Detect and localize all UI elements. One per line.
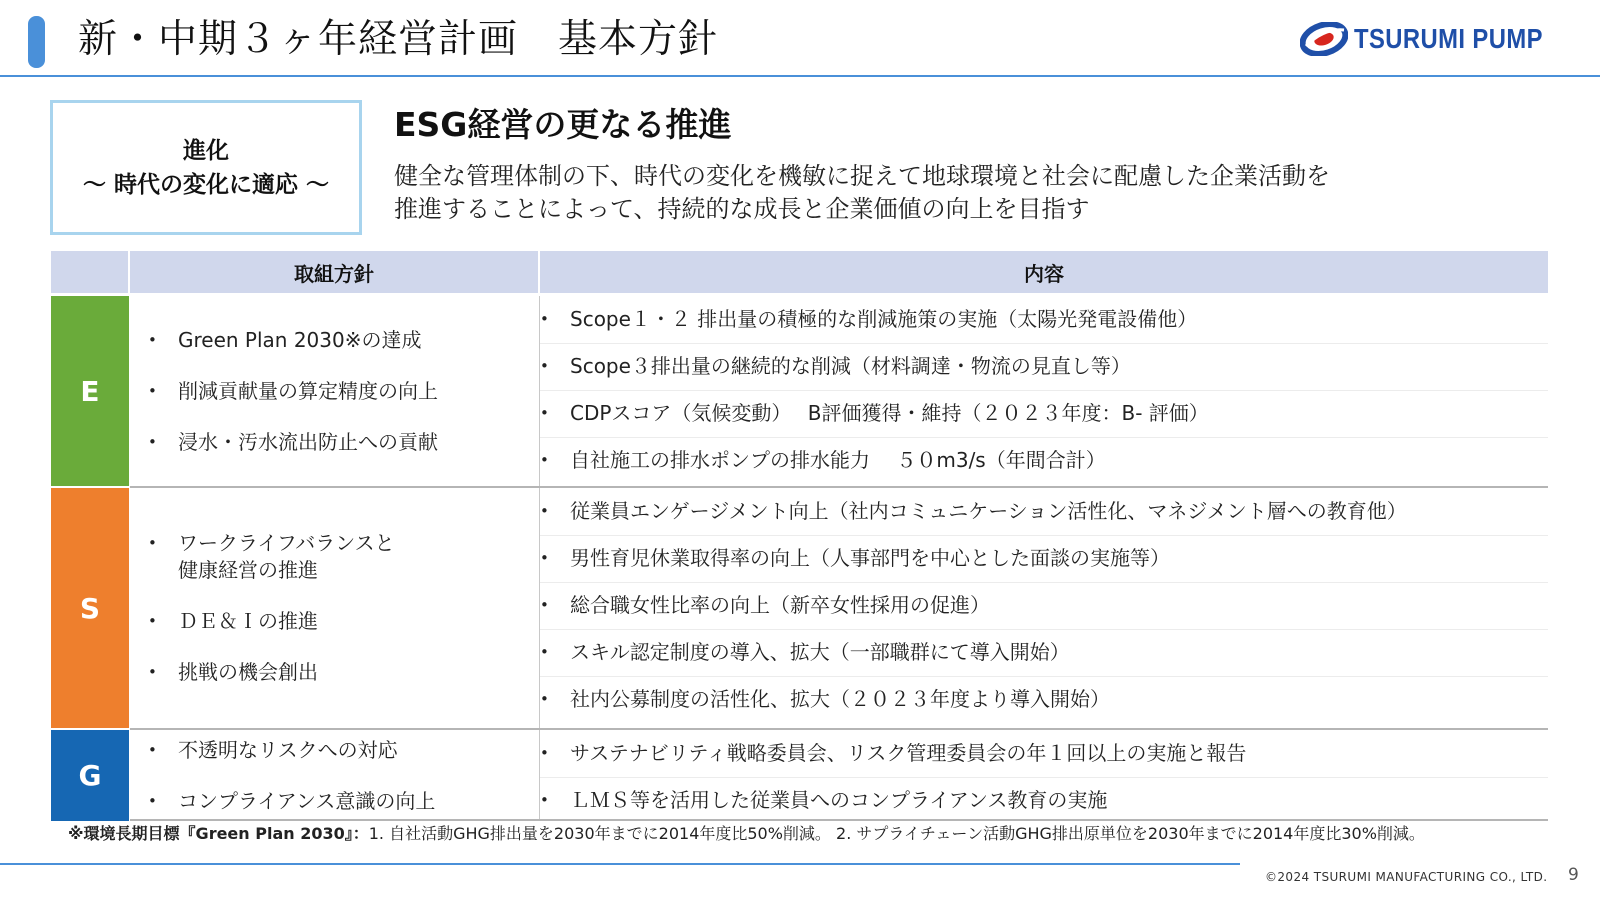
row-divider: [130, 728, 1548, 730]
footnote: [68, 822, 1425, 846]
header-divider: [0, 75, 1600, 77]
policy-text: 挑戦の機会創出: [178, 660, 318, 684]
list-item: • 削減貢献量の算定精度の向上: [148, 378, 438, 403]
policy-text: ＤＥ＆Ｉの推進: [178, 609, 318, 633]
esg-description-line: 推進することによって、持続的な成長と企業価値の向上を目指す: [394, 195, 1090, 223]
policy-text: コンプライアンス意識の向上: [178, 788, 436, 813]
esg-description: [394, 160, 1330, 226]
content-text: 自社施工の排水ポンプの排水能力 ５０m3/s（年間合計）: [570, 448, 1106, 472]
list-item: • 社内公募制度の活性化、拡大（２０２３年度より導入開始）: [540, 687, 1110, 711]
list-item: • Green Plan 2030※の達成: [148, 327, 422, 352]
row-divider: [130, 486, 1548, 488]
list-item: • スキル認定制度の導入、拡大（一部職群にて導入開始）: [540, 640, 1070, 664]
page-title: 新・中期３ヶ年経営計画 基本方針: [78, 17, 719, 62]
esg-description-line: 健全な管理体制の下、時代の変化を機敏に捉えて地球環境と社会に配慮した企業活動を: [394, 162, 1330, 190]
content-separator: [540, 437, 1548, 438]
list-item: • ＤＥ＆Ｉの推進: [148, 609, 318, 633]
content-separator: [540, 390, 1548, 391]
list-item: • コンプライアンス意識の向上: [148, 788, 436, 813]
policy-text: Green Plan 2030※の達成: [178, 327, 422, 352]
footnote-label: ※環境長期目標『Green Plan 2030』：: [68, 824, 369, 843]
content-separator: [540, 535, 1548, 536]
category-s: S: [51, 488, 129, 728]
category-e: E: [51, 296, 129, 486]
content-text: サステナビリティ戦略委員会、リスク管理委員会の年１回以上の実施と報告: [570, 741, 1247, 765]
content-text: ＬＭＳ等を活用した従業員へのコンプライアンス教育の実施: [570, 788, 1108, 812]
concept-subtitle: ～ 時代の変化に適応 ～: [82, 171, 329, 198]
list-item: • ＬＭＳ等を活用した従業員へのコンプライアンス教育の実施: [540, 788, 1108, 812]
list-item: • 浸水・汚水流出防止への貢献: [148, 429, 438, 454]
content-separator: [540, 343, 1548, 344]
list-item: • Scope３排出量の継続的な削減（材料調達・物流の見直し等）: [540, 354, 1131, 378]
content-text: CDPスコア（気候変動） B評価獲得・維持（２０２３年度：B- 評価）: [570, 401, 1209, 425]
content-text: 従業員エンゲージメント向上（社内コミュニケーション活性化、マネジメント層への教育他）: [570, 499, 1407, 523]
content-separator: [540, 777, 1548, 778]
content-separator: [540, 629, 1548, 630]
table-header-policy: 取組方針: [130, 251, 538, 293]
content-cell-e: [540, 296, 1548, 486]
esg-policy-table: [51, 251, 1548, 821]
policy-cell-s: [130, 488, 538, 728]
page-number: 9: [1568, 865, 1579, 885]
content-text: 社内公募制度の活性化、拡大（２０２３年度より導入開始）: [570, 687, 1110, 711]
footnote-text: 1. 自社活動GHG排出量を2030年までに2014年度比50%削減。 2. サプライチェーン活動GHG排出原単位を2030年までに2014年度比30%削減。: [368, 824, 1425, 843]
table-header-blank: [51, 251, 128, 293]
footer-divider: [0, 863, 1240, 865]
policy-text: ワークライフバランスと 健康経営の推進: [178, 531, 395, 582]
list-item: • Scope１・２ 排出量の積極的な削減施策の実施（太陽光発電設備他）: [540, 307, 1198, 331]
list-item: • CDPスコア（気候変動） B評価獲得・維持（２０２３年度：B- 評価）: [540, 401, 1209, 425]
content-text: スキル認定制度の導入、拡大（一部職群にて導入開始）: [570, 640, 1070, 664]
concept-box: [50, 100, 362, 235]
policy-cell-g: [130, 730, 538, 821]
list-item: • ワークライフバランスと 健康経営の推進: [148, 531, 395, 582]
content-cell-g: [540, 730, 1548, 821]
concept-title: 進化: [183, 137, 229, 164]
category-g: G: [51, 730, 129, 821]
table-bottom-border: [130, 819, 1548, 821]
policy-text: 削減貢献量の算定精度の向上: [178, 378, 438, 403]
list-item: • 自社施工の排水ポンプの排水能力 ５０m3/s（年間合計）: [540, 448, 1106, 472]
pump-logo-icon: [1300, 22, 1348, 56]
policy-text: 不透明なリスクへの対応: [178, 737, 398, 762]
content-text: Scope１・２ 排出量の積極的な削減施策の実施（太陽光発電設備他）: [570, 307, 1198, 331]
copyright: ©2024 TSURUMI MANUFACTURING CO., LTD.: [1265, 870, 1548, 884]
content-cell-s: [540, 488, 1548, 728]
list-item: • 男性育児休業取得率の向上（人事部門を中心とした面談の実施等）: [540, 546, 1170, 570]
column-divider: [539, 296, 540, 821]
table-header-content: 内容: [540, 251, 1548, 293]
policy-text: 浸水・汚水流出防止への貢献: [178, 429, 438, 454]
content-separator: [540, 676, 1548, 677]
list-item: • 不透明なリスクへの対応: [148, 737, 398, 762]
title-accent-bar: [28, 16, 45, 68]
company-logo: [1300, 18, 1576, 60]
logo-wordmark: TSURUMI PUMP: [1354, 23, 1543, 54]
list-item: • 総合職女性比率の向上（新卒女性採用の促進）: [540, 593, 990, 617]
list-item: • 挑戦の機会創出: [148, 660, 318, 684]
content-text: 男性育児休業取得率の向上（人事部門を中心とした面談の実施等）: [570, 546, 1170, 570]
list-item: • 従業員エンゲージメント向上（社内コミュニケーション活性化、マネジメント層への教育他）: [540, 499, 1407, 523]
content-text: 総合職女性比率の向上（新卒女性採用の促進）: [570, 593, 990, 617]
content-text: Scope３排出量の継続的な削減（材料調達・物流の見直し等）: [570, 354, 1131, 378]
list-item: • サステナビリティ戦略委員会、リスク管理委員会の年１回以上の実施と報告: [540, 741, 1247, 765]
esg-heading: ESG経営の更なる推進: [394, 105, 732, 144]
policy-cell-e: [130, 296, 538, 486]
content-separator: [540, 582, 1548, 583]
